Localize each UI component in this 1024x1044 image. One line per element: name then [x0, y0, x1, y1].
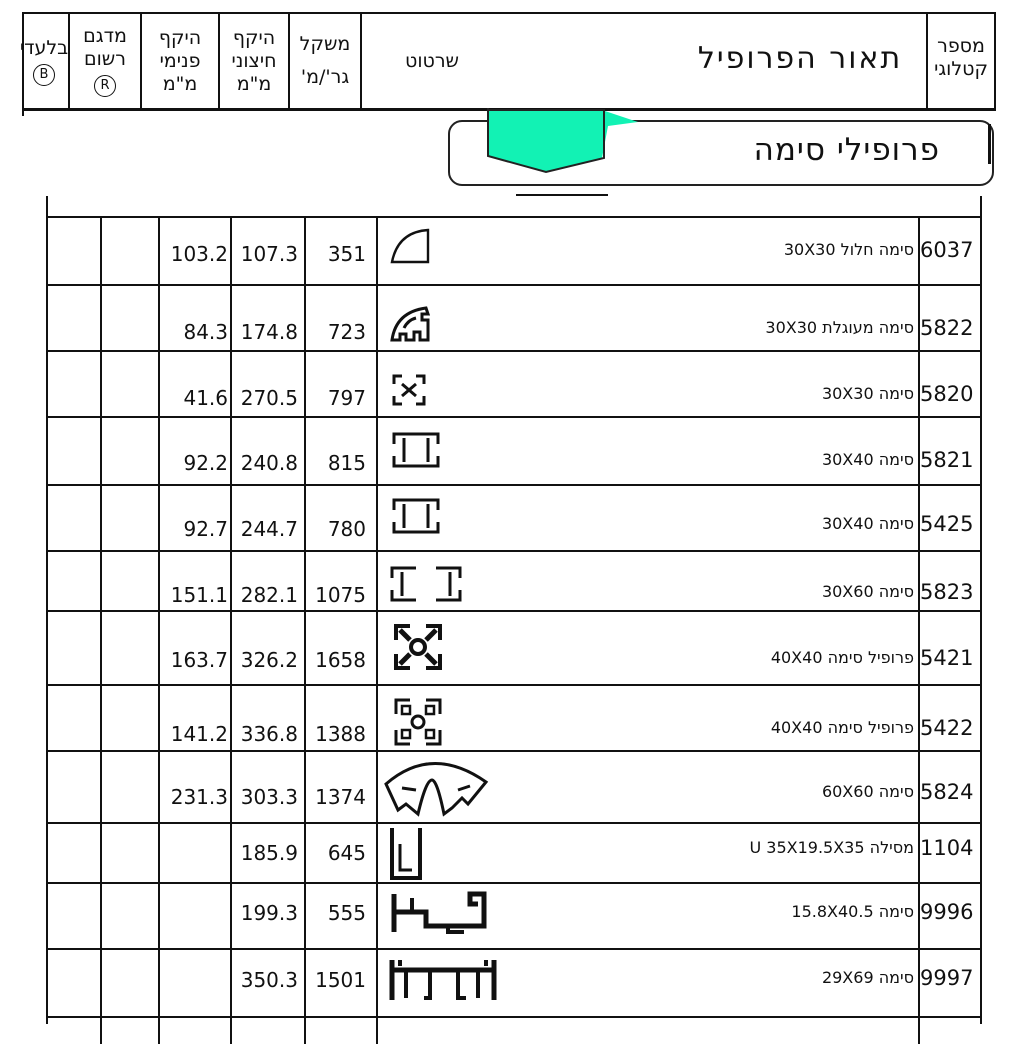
weight-value: 1658: [315, 648, 366, 672]
table-grid-line: [100, 216, 102, 1044]
table-grid-line: [376, 216, 378, 1044]
profile-description: סימה מעוגלת 30X30: [765, 318, 914, 337]
angle-icon: [382, 752, 494, 826]
weight-value: 1374: [315, 785, 366, 809]
table-grid-line: [46, 822, 982, 824]
rounded-corner-icon: [388, 304, 432, 348]
table-grid-line: [46, 750, 982, 752]
profile-description: סימה 30X60: [821, 582, 914, 601]
table-grid-line: [46, 948, 982, 950]
registered-label-line2: רשום: [84, 48, 126, 70]
outer-label-line3: מ"מ: [236, 72, 272, 95]
inner-label-line2: פנימי: [159, 49, 201, 72]
exclusive-label: בלעדי: [19, 36, 69, 59]
description-label: תאור הפרופיל: [697, 40, 903, 76]
inner-perimeter-value: 151.1: [170, 583, 228, 607]
table-grid-line: [46, 350, 982, 352]
square-40-outline-icon: [390, 696, 446, 752]
accent-tab-icon: [480, 106, 642, 178]
header-inner-perimeter: [142, 16, 218, 106]
catalog-number: 5421: [920, 646, 974, 670]
outer-perimeter-value: 174.8: [240, 320, 298, 344]
outer-perimeter-value: 270.5: [240, 386, 298, 410]
square-slot-icon: [388, 370, 432, 414]
wide-rail-icon: [386, 954, 500, 1010]
outer-perimeter-value: 350.3: [240, 968, 298, 992]
drawing-label: שרטוט: [405, 49, 460, 72]
inner-perimeter-value: 84.3: [183, 320, 228, 344]
header-weight: [290, 16, 360, 106]
inner-perimeter-value: 92.2: [183, 451, 228, 475]
header-exclusive: [18, 16, 70, 106]
outer-perimeter-value: 326.2: [240, 648, 298, 672]
registered-label-line1: מדגם: [83, 25, 127, 47]
header-description: [680, 16, 920, 100]
profile-description: סימה חלול 30X30: [783, 240, 914, 259]
inner-perimeter-value: 231.3: [170, 785, 228, 809]
profile-description: סימה 60X60: [821, 782, 914, 801]
outer-perimeter-value: 107.3: [240, 242, 298, 266]
header-catalog: [928, 16, 994, 100]
profile-description: סימה 15.8X40.5: [791, 902, 914, 921]
inner-perimeter-value: 41.6: [183, 386, 228, 410]
profile-description: פרופיל סימה 40X40: [770, 718, 914, 737]
catalog-number: 5824: [920, 780, 974, 804]
section-title: פרופילי סימה: [753, 132, 940, 168]
table-grid-line: [46, 284, 982, 286]
profile-description: פרופיל סימה 40X40: [770, 648, 914, 667]
outer-perimeter-value: 303.3: [240, 785, 298, 809]
profile-description: סימה 30X30: [821, 384, 914, 403]
catalog-number: 9997: [920, 966, 974, 990]
catalog-number: 5820: [920, 382, 974, 406]
catalog-number: 1104: [920, 836, 974, 860]
table-grid-line: [46, 684, 982, 686]
catalog-number: 5822: [920, 316, 974, 340]
profile-description: סימה 30X40: [821, 450, 914, 469]
outer-perimeter-value: 199.3: [240, 901, 298, 925]
outer-perimeter-value: 240.8: [240, 451, 298, 475]
table-grid-line: [46, 882, 982, 884]
rect-slot-icon: [388, 496, 444, 540]
exclusive-symbol-icon: B: [33, 64, 55, 86]
quarter-icon: [388, 226, 432, 270]
inner-perimeter-value: 163.7: [170, 648, 228, 672]
header-outer-perimeter: [220, 16, 288, 106]
inner-label-line3: מ"מ: [162, 72, 198, 95]
weight-value: 797: [327, 386, 366, 410]
catalog-number: 5823: [920, 580, 974, 604]
table-grid-line: [46, 416, 982, 418]
table-grid-line: [46, 484, 982, 486]
outer-label-line1: היקף: [232, 26, 276, 49]
inner-perimeter-value: 92.7: [183, 517, 228, 541]
profile-description: סימה 30X40: [821, 514, 914, 533]
outer-perimeter-value: 282.1: [240, 583, 298, 607]
rect-slot-icon: [388, 430, 444, 474]
weight-value: 780: [327, 517, 366, 541]
catalog-number: 5425: [920, 512, 974, 536]
table-grid-line: [46, 216, 982, 218]
inner-perimeter-value: 141.2: [170, 722, 228, 746]
weight-value: 555: [327, 901, 366, 925]
table-grid-line: [46, 550, 982, 552]
table-grid-line: [46, 1016, 982, 1018]
outer-perimeter-value: 185.9: [240, 841, 298, 865]
weight-value: 723: [327, 320, 366, 344]
weight-label-line1: משקל: [299, 33, 351, 55]
catalog-number: 9996: [920, 900, 974, 924]
square-40-icon: [390, 622, 446, 676]
wide-slot-icon: [386, 564, 466, 608]
inner-perimeter-value: 103.2: [170, 242, 228, 266]
header-drawing: [362, 16, 502, 106]
weight-value: 1388: [315, 722, 366, 746]
catalog-number: 5422: [920, 716, 974, 740]
weight-value: 815: [327, 451, 366, 475]
outer-perimeter-value: 244.7: [240, 517, 298, 541]
profile-description: מסילה U 35X19.5X35: [749, 838, 914, 857]
weight-value: 351: [327, 242, 366, 266]
registered-symbol-icon: R: [94, 75, 116, 97]
u-channel-icon: [386, 824, 426, 886]
profile-description: סימה 29X69: [821, 968, 914, 987]
weight-value: 1501: [315, 968, 366, 992]
h-rail-icon: [388, 890, 490, 940]
outer-perimeter-value: 336.8: [240, 722, 298, 746]
table-grid-line: [46, 610, 982, 612]
weight-value: 645: [327, 841, 366, 865]
catalog-label-line1: מספר: [937, 35, 985, 57]
catalog-number: 5821: [920, 448, 974, 472]
weight-label-line2: גר'/מ': [300, 66, 350, 88]
catalog-number: 6037: [920, 238, 974, 262]
inner-label-line1: היקף: [158, 26, 202, 49]
outer-label-line2: חיצוני: [231, 49, 277, 72]
header-registered: [70, 16, 140, 106]
catalog-label-line2: קטלוגי: [934, 58, 988, 80]
weight-value: 1075: [315, 583, 366, 607]
